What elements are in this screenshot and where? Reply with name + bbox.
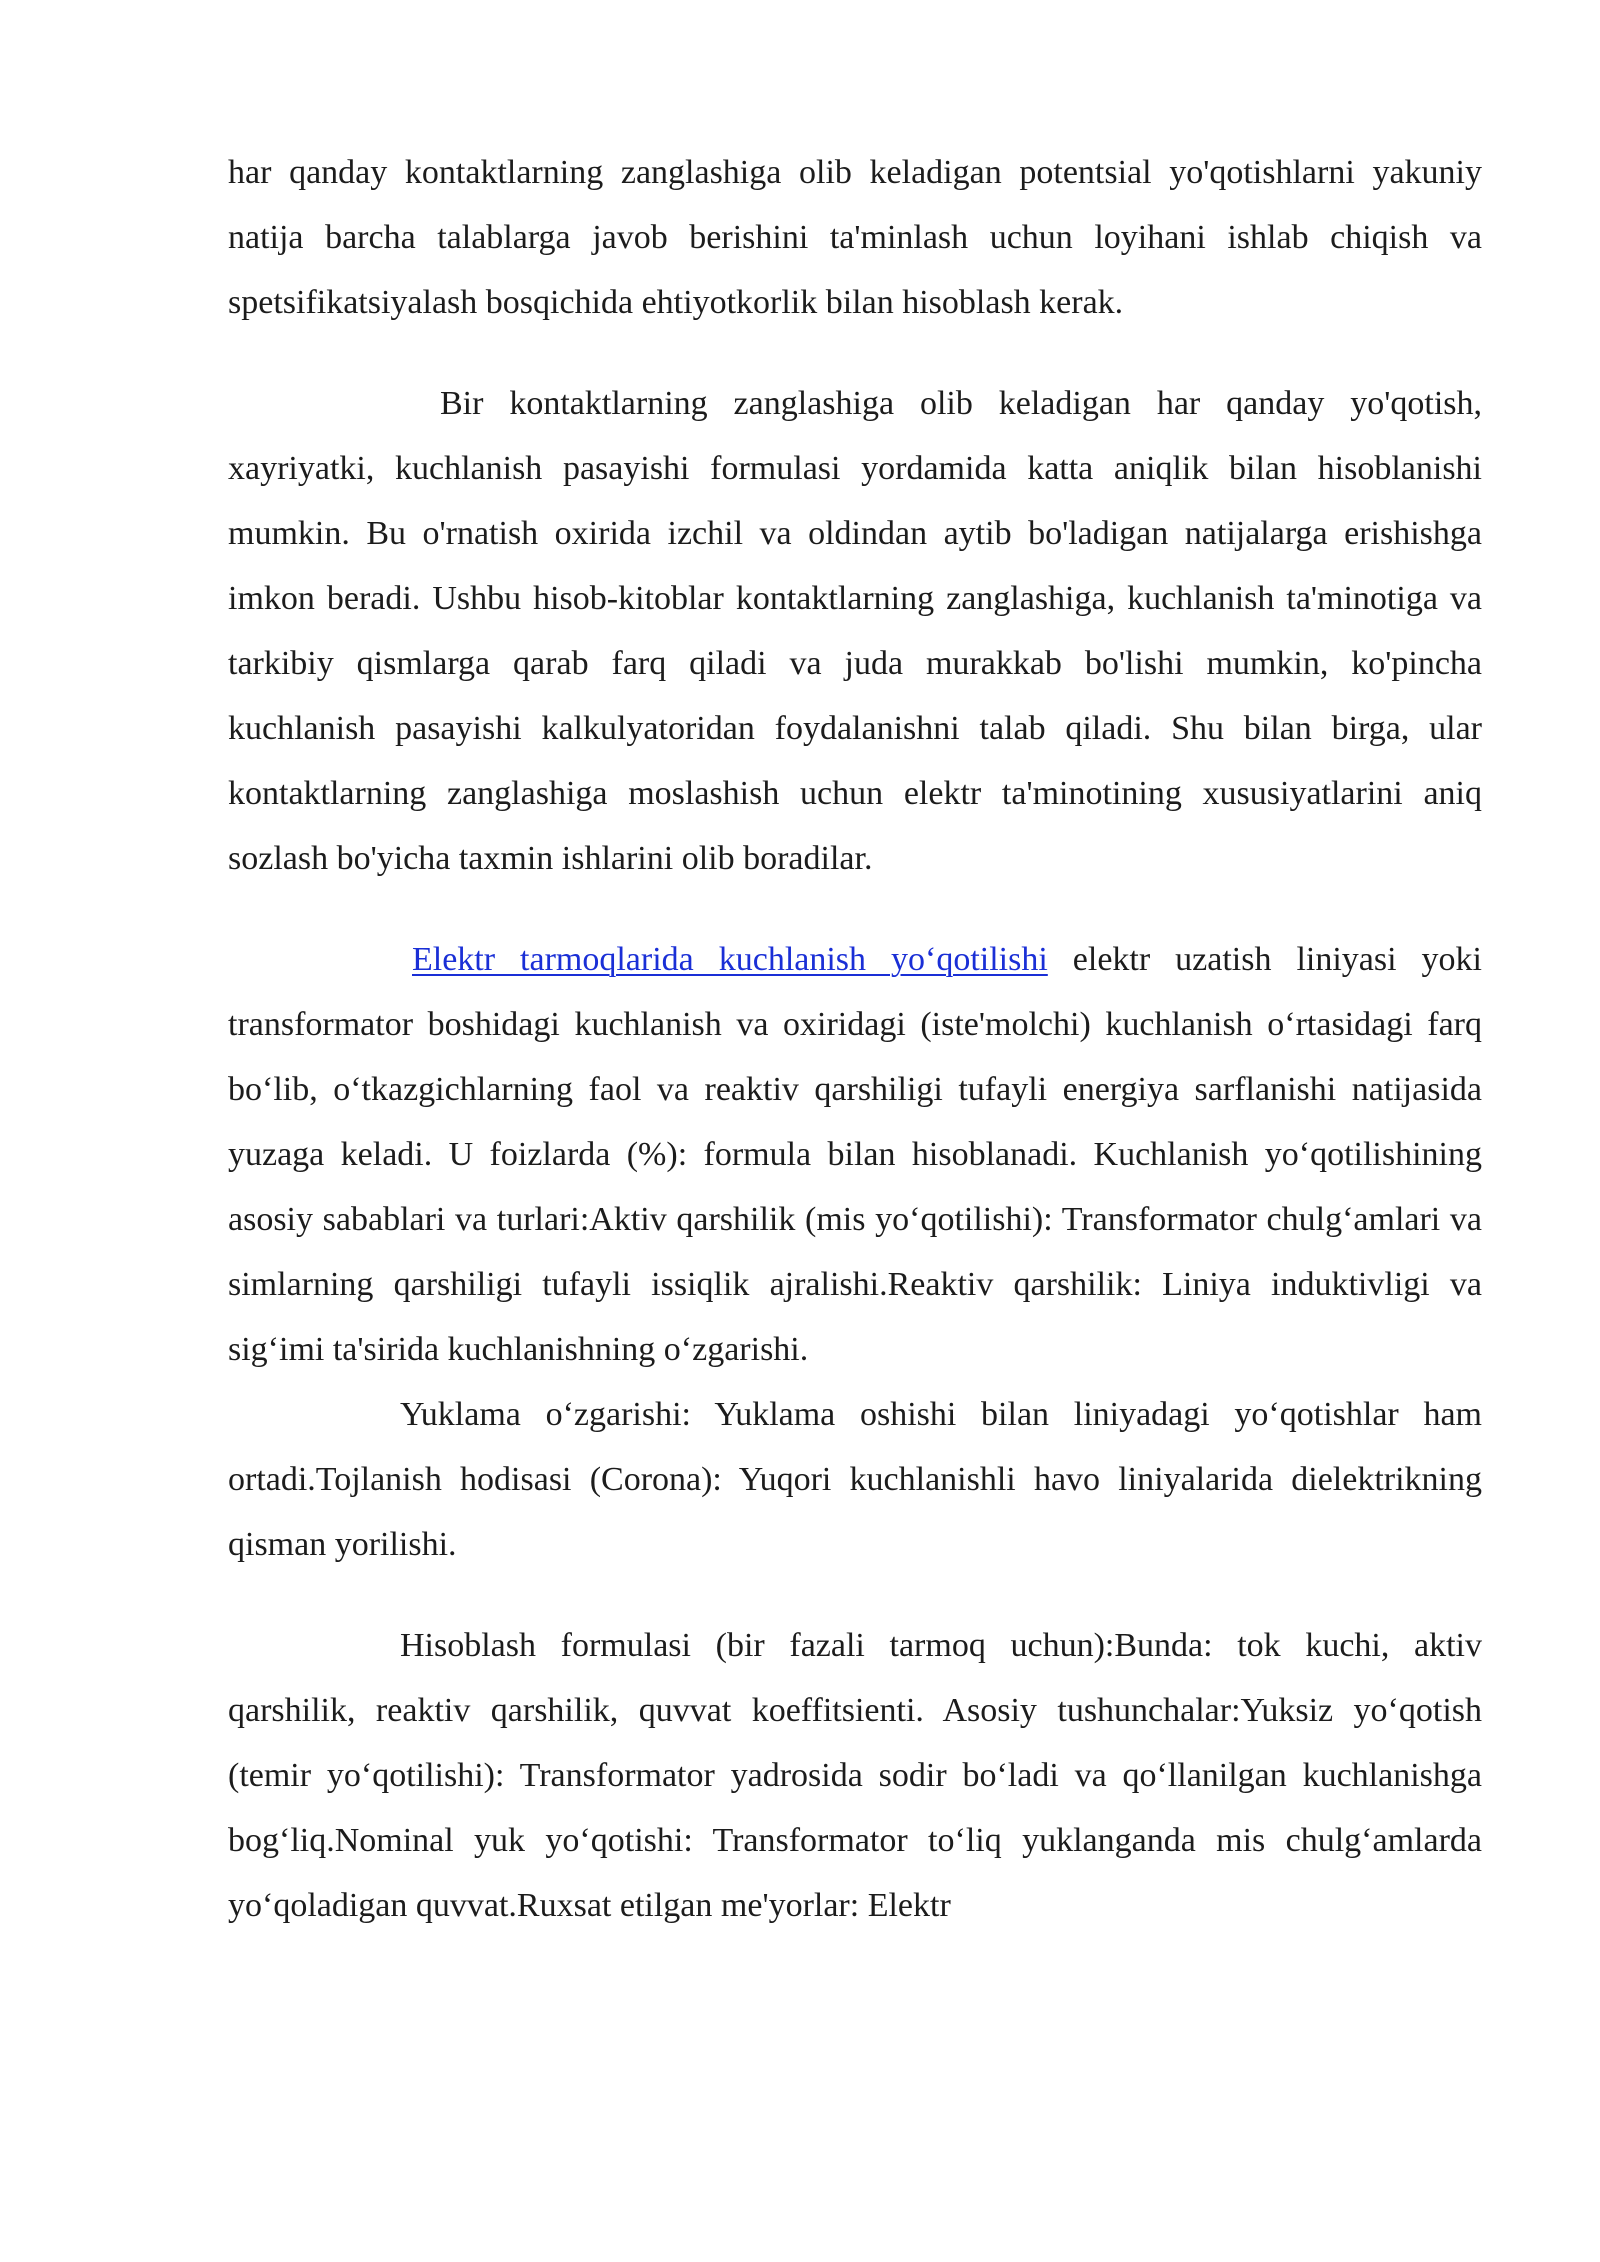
- voltage-loss-link[interactable]: Elektr tarmoqlarida kuchlanish yo‘qotilishi: [412, 941, 1048, 978]
- paragraph-2: Bir kontaktlarning zanglashiga olib keladigan har qanday yo'qotish, xayriyatki, kuchlanish pasayishi formulasi yordamida katta aniqlik bilan hisoblanishi mumkin. Bu o'rnatish oxirida izchil va oldindan aytib bo'ladigan natijalarga erishishga imkon beradi. Ushbu hisob-kitoblar kontaktlarning zanglashiga, kuchlanish ta'minotiga va tarkibiy qismlarga qarab farq qiladi va juda murakkab bo'lishi mumkin, ko'pincha kuchlanish pasayishi kalkulyatoridan foydalanishni talab qiladi. Shu bilan birga, ular kontaktlarning zanglashiga moslashish uchun elektr ta'minotining xususiyatlarini aniq sozlash bo'yicha taxmin ishlarini olib boradilar.: [228, 385, 1482, 877]
- document-body: [228, 140, 1482, 1938]
- paragraph-1: har qanday kontaktlarning zanglashiga olib keladigan potentsial yo'qotishlarni yakuniy natija barcha talablarga javob berishini ta'minlash uchun loyihani ishlab chiqish va spetsifikatsiyalash bosqichida ehtiyotkorlik bilan hisoblash kerak.: [228, 154, 1482, 321]
- paragraph-3-text: elektr uzatish liniyasi yoki transformator boshidagi kuchlanish va oxiridagi (iste'molchi) kuchlanish o‘rtasidagi farq bo‘lib, o‘tkazgichlarning faol va reaktiv qarshiligi tufayli energiya sarflanishi natijasida yuzaga keladi. U foizlarda (%): formula bilan hisoblanadi. Kuchlanish yo‘qotilishining asosiy sabablari va turlari:Aktiv qarshilik (mis yo‘qotilishi): Transformator chulg‘amlari va simlarning qarshiligi tufayli issiqlik ajralishi.Reaktiv qarshilik: Liniya induktivligi va sig‘imi ta'sirida kuchlanishning o‘zgarishi.: [228, 941, 1482, 1368]
- paragraph-3: [228, 927, 1482, 1382]
- paragraph-5: Hisoblash formulasi (bir fazali tarmoq uchun):Bunda: tok kuchi, aktiv qarshilik, reaktiv qarshilik, quvvat koeffitsienti. Asosiy tushunchalar:Yuksiz yo‘qotish (temir yo‘qotilishi): Transformator yadrosida sodir bo‘ladi va qo‘llanilgan kuchlanishga bog‘liq.Nominal yuk yo‘qotishi: Transformator to‘liq yuklanganda mis chulg‘amlarda yo‘qoladigan quvvat.Ruxsat etilgan me'yorlar: Elektr: [228, 1627, 1482, 1924]
- paragraph-4: Yuklama o‘zgarishi: Yuklama oshishi bilan liniyadagi yo‘qotishlar ham ortadi.Tojlanish hodisasi (Corona): Yuqori kuchlanishli havo liniyalarida dielektrikning qisman yorilishi.: [228, 1396, 1482, 1563]
